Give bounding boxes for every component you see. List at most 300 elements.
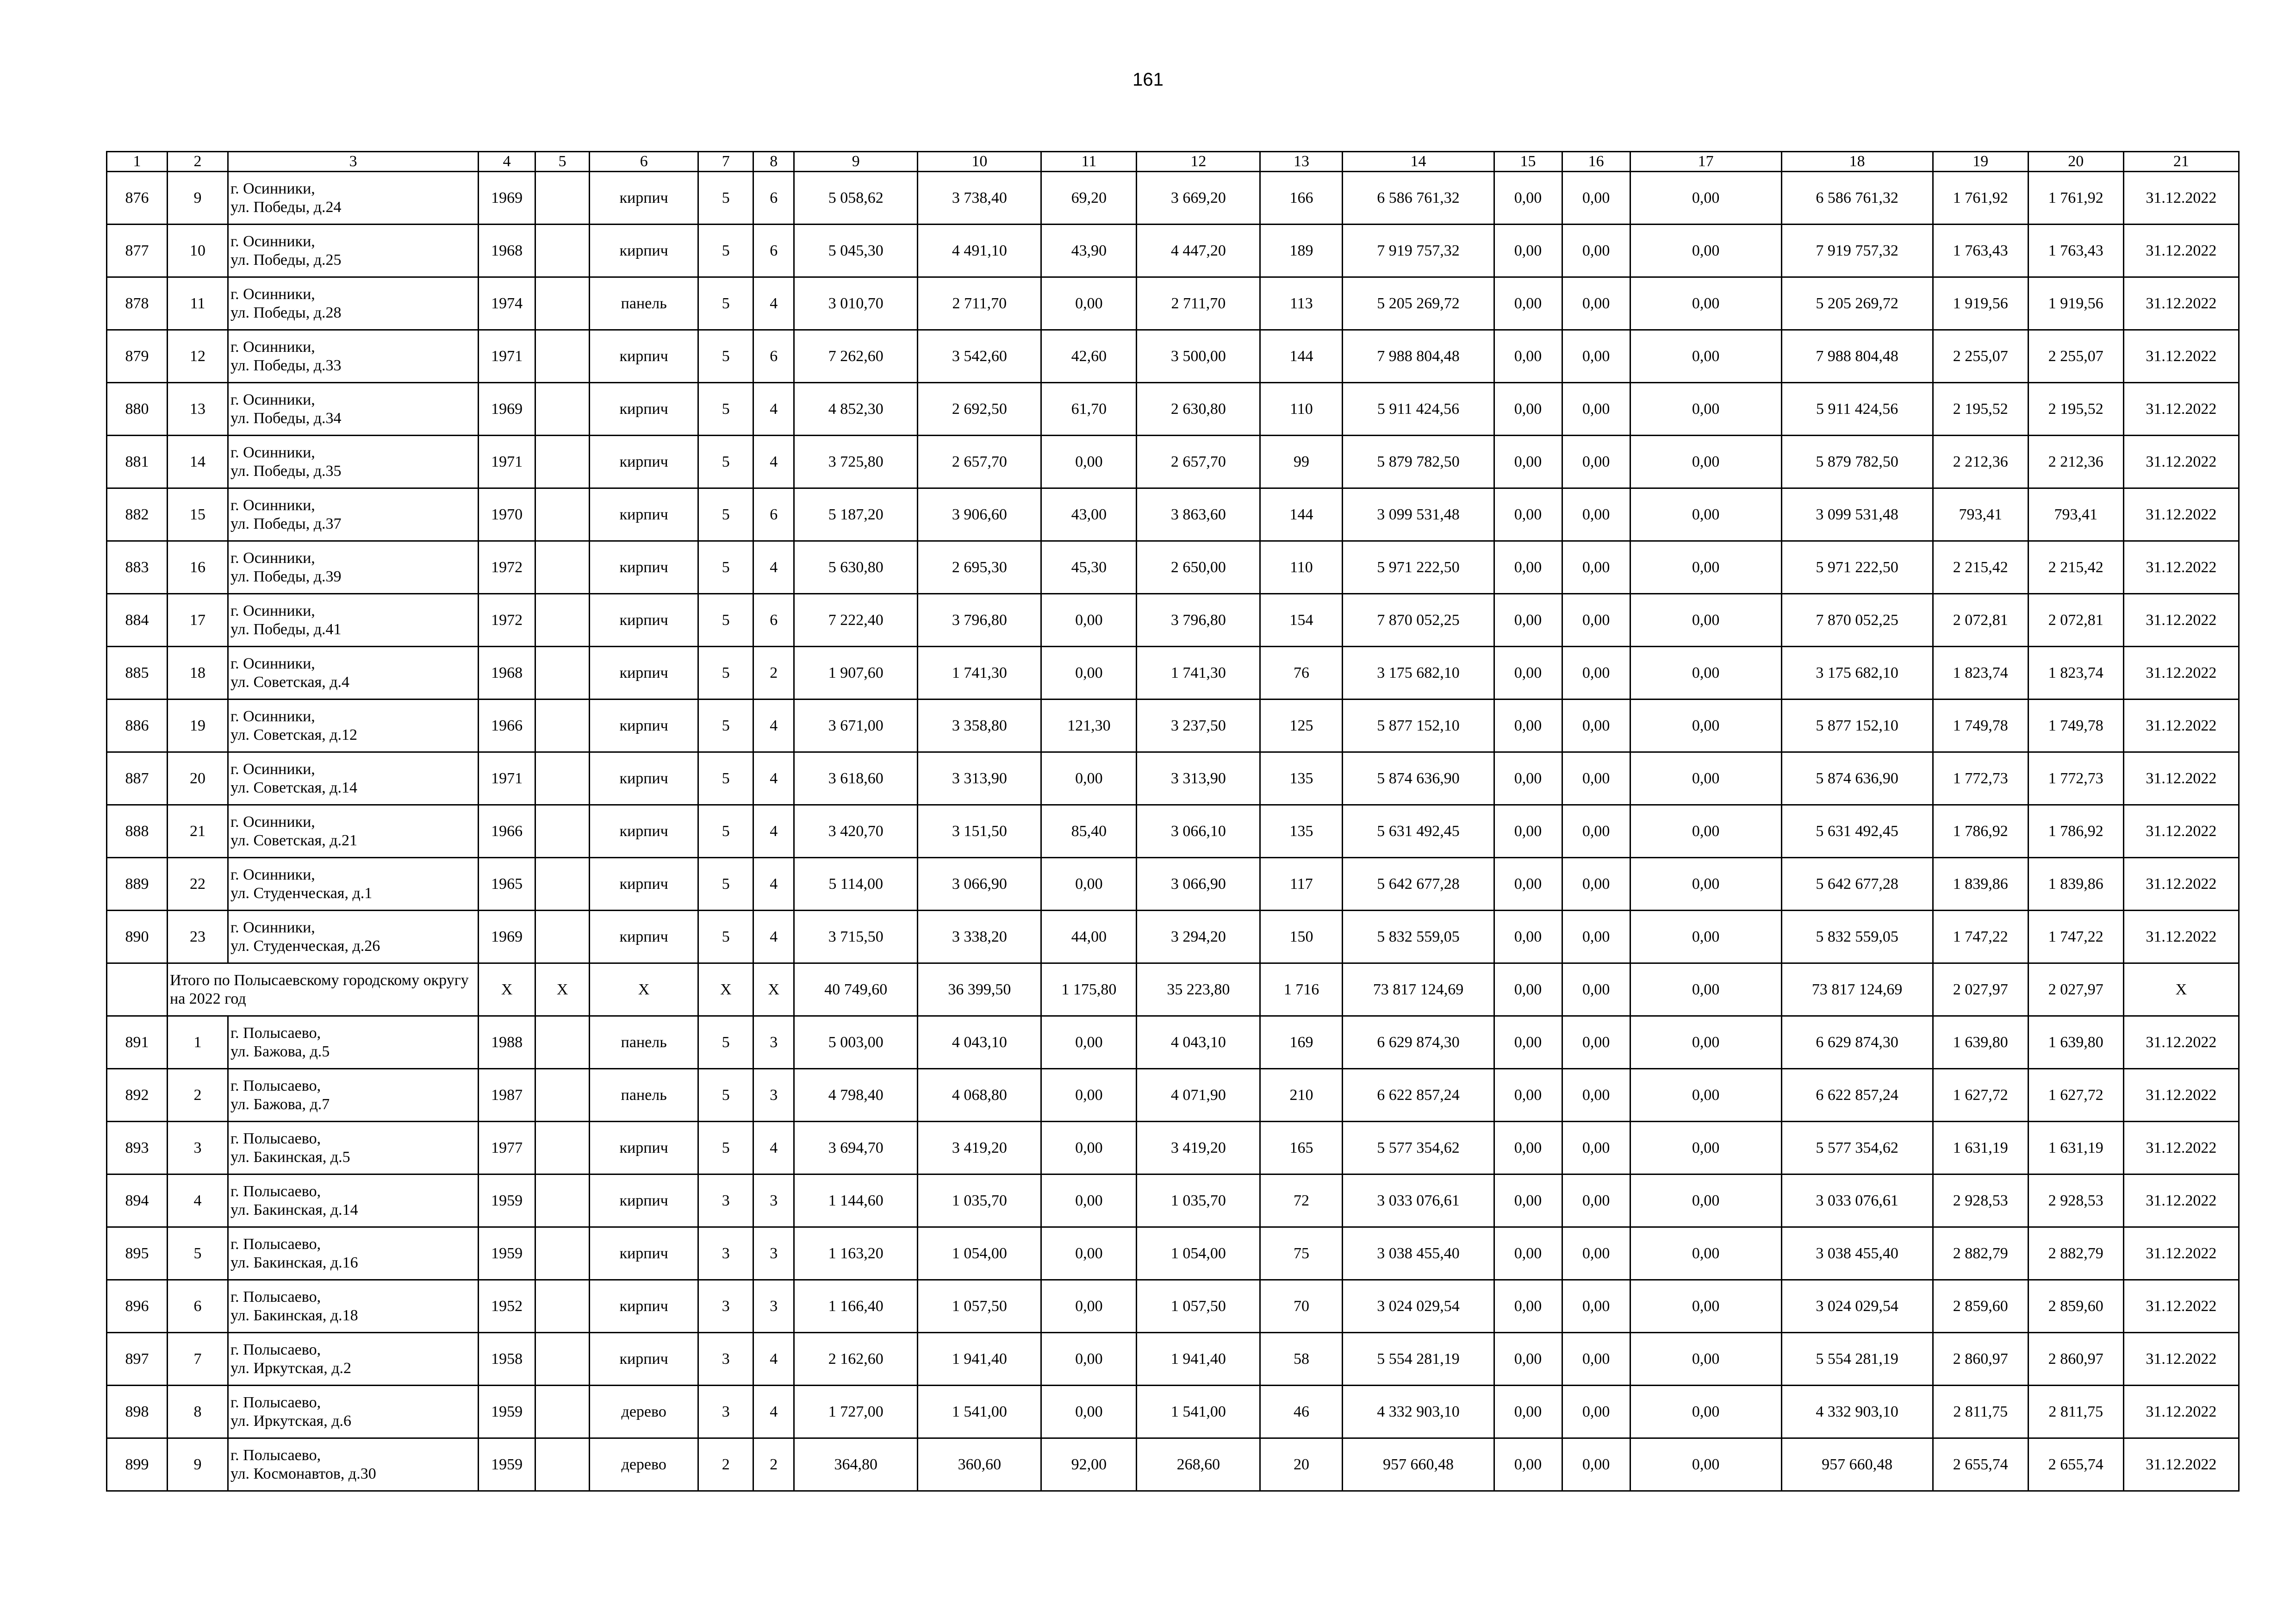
total-cell-col-13: 1 716 (1260, 963, 1343, 1016)
cell-col-21: 31.12.2022 (2123, 594, 2239, 647)
cell-col-11: 44,00 (1041, 911, 1137, 963)
cell-col-6: кирпич (590, 700, 698, 752)
cell-col-14: 957 660,48 (1343, 1438, 1494, 1491)
cell-col-1: 890 (107, 911, 168, 963)
cell-col-20: 1 839,86 (2028, 858, 2123, 911)
cell-col-20: 1 631,19 (2028, 1122, 2123, 1174)
cell-col-12: 1 941,40 (1137, 1333, 1260, 1386)
cell-col-1: 889 (107, 858, 168, 911)
cell-col-9: 5 058,62 (794, 172, 918, 225)
total-cell-col-4: X (479, 963, 535, 1016)
cell-col-5 (535, 1174, 590, 1227)
cell-col-2: 8 (168, 1386, 228, 1438)
column-number-6: 6 (590, 152, 698, 172)
cell-col-12: 1 054,00 (1137, 1227, 1260, 1280)
cell-col-8: 6 (753, 225, 794, 277)
address-cell (228, 172, 479, 225)
address-street: ул. Иркутская, д.2 (230, 1359, 351, 1377)
cell-col-18: 4 332 903,10 (1781, 1386, 1933, 1438)
cell-col-19: 2 811,75 (1933, 1386, 2028, 1438)
cell-col-19: 2 212,36 (1933, 436, 2028, 488)
table-row (107, 277, 2239, 330)
cell-col-4: 1969 (479, 911, 535, 963)
cell-col-11: 0,00 (1041, 1280, 1137, 1333)
cell-col-1: 880 (107, 383, 168, 436)
cell-col-9: 3 725,80 (794, 436, 918, 488)
cell-col-4: 1977 (479, 1122, 535, 1174)
cell-col-13: 72 (1260, 1174, 1343, 1227)
cell-col-7: 5 (698, 383, 753, 436)
cell-col-13: 135 (1260, 805, 1343, 858)
cell-col-15: 0,00 (1494, 700, 1562, 752)
cell-col-20: 2 811,75 (2028, 1386, 2123, 1438)
cell-col-21: 31.12.2022 (2123, 172, 2239, 225)
cell-col-19: 1 839,86 (1933, 858, 2028, 911)
cell-col-12: 268,60 (1137, 1438, 1260, 1491)
cell-col-13: 135 (1260, 752, 1343, 805)
cell-col-20: 1 823,74 (2028, 647, 2123, 700)
table-row (107, 1280, 2239, 1333)
cell-col-8: 4 (753, 752, 794, 805)
cell-col-21: 31.12.2022 (2123, 1069, 2239, 1122)
cell-col-17: 0,00 (1630, 805, 1781, 858)
cell-col-19: 1 639,80 (1933, 1016, 2028, 1069)
cell-col-13: 189 (1260, 225, 1343, 277)
cell-col-17: 0,00 (1630, 488, 1781, 541)
cell-col-9: 3 010,70 (794, 277, 918, 330)
cell-col-6: дерево (590, 1438, 698, 1491)
column-number-21: 21 (2123, 152, 2239, 172)
cell-col-12: 3 313,90 (1137, 752, 1260, 805)
cell-col-15: 0,00 (1494, 1386, 1562, 1438)
cell-col-5 (535, 383, 590, 436)
cell-col-14: 5 832 559,05 (1343, 911, 1494, 963)
cell-col-2: 3 (168, 1122, 228, 1174)
cell-col-1: 881 (107, 436, 168, 488)
cell-col-1: 888 (107, 805, 168, 858)
table-row (107, 1016, 2239, 1069)
cell-col-21: 31.12.2022 (2123, 436, 2239, 488)
cell-col-17: 0,00 (1630, 1174, 1781, 1227)
address-city: г. Осинники, (230, 338, 315, 356)
table-row (107, 1174, 2239, 1227)
cell-col-13: 144 (1260, 488, 1343, 541)
column-number-17: 17 (1630, 152, 1781, 172)
cell-col-6: кирпич (590, 225, 698, 277)
cell-col-11: 0,00 (1041, 1016, 1137, 1069)
cell-col-5 (535, 858, 590, 911)
cell-col-6: кирпич (590, 1333, 698, 1386)
cell-col-7: 5 (698, 277, 753, 330)
cell-col-14: 5 911 424,56 (1343, 383, 1494, 436)
total-cell-col-18: 73 817 124,69 (1781, 963, 1933, 1016)
cell-col-19: 2 928,53 (1933, 1174, 2028, 1227)
cell-col-13: 165 (1260, 1122, 1343, 1174)
address-city: г. Осинники, (230, 918, 315, 936)
cell-col-12: 4 447,20 (1137, 225, 1260, 277)
cell-col-21: 31.12.2022 (2123, 330, 2239, 383)
address-cell (228, 436, 479, 488)
cell-col-2: 16 (168, 541, 228, 594)
cell-col-5 (535, 752, 590, 805)
cell-col-14: 6 629 874,30 (1343, 1016, 1494, 1069)
cell-col-16: 0,00 (1562, 805, 1630, 858)
cell-col-15: 0,00 (1494, 1280, 1562, 1333)
cell-col-9: 1 727,00 (794, 1386, 918, 1438)
cell-col-10: 1 541,00 (918, 1386, 1041, 1438)
total-cell-col-7: X (698, 963, 753, 1016)
cell-col-19: 1 772,73 (1933, 752, 2028, 805)
cell-col-7: 5 (698, 541, 753, 594)
cell-col-20: 1 639,80 (2028, 1016, 2123, 1069)
cell-col-10: 3 542,60 (918, 330, 1041, 383)
address-street: ул. Победы, д.28 (230, 304, 342, 321)
cell-col-15: 0,00 (1494, 330, 1562, 383)
cell-col-18: 6 629 874,30 (1781, 1016, 1933, 1069)
cell-col-5 (535, 1333, 590, 1386)
address-street: ул. Бажова, д.7 (230, 1095, 330, 1113)
cell-col-2: 19 (168, 700, 228, 752)
cell-col-17: 0,00 (1630, 1016, 1781, 1069)
total-row (107, 963, 2239, 1016)
address-street: ул. Победы, д.25 (230, 251, 342, 269)
cell-col-1: 897 (107, 1333, 168, 1386)
cell-col-6: кирпич (590, 488, 698, 541)
cell-col-16: 0,00 (1562, 488, 1630, 541)
cell-col-15: 0,00 (1494, 436, 1562, 488)
total-cell-col-15: 0,00 (1494, 963, 1562, 1016)
cell-col-14: 5 554 281,19 (1343, 1333, 1494, 1386)
cell-col-5 (535, 1069, 590, 1122)
cell-col-20: 1 763,43 (2028, 225, 2123, 277)
cell-col-13: 58 (1260, 1333, 1343, 1386)
cell-col-16: 0,00 (1562, 172, 1630, 225)
total-cell-col-5: X (535, 963, 590, 1016)
cell-col-10: 3 419,20 (918, 1122, 1041, 1174)
cell-col-15: 0,00 (1494, 1069, 1562, 1122)
cell-col-19: 1 761,92 (1933, 172, 2028, 225)
table-row (107, 911, 2239, 963)
cell-col-11: 0,00 (1041, 647, 1137, 700)
cell-col-5 (535, 1016, 590, 1069)
cell-col-11: 0,00 (1041, 594, 1137, 647)
cell-col-14: 3 038 455,40 (1343, 1227, 1494, 1280)
cell-col-5 (535, 700, 590, 752)
cell-col-15: 0,00 (1494, 1016, 1562, 1069)
cell-col-15: 0,00 (1494, 383, 1562, 436)
cell-col-2: 11 (168, 277, 228, 330)
cell-col-20: 2 928,53 (2028, 1174, 2123, 1227)
table-row (107, 1333, 2239, 1386)
cell-col-17: 0,00 (1630, 277, 1781, 330)
cell-col-18: 7 870 052,25 (1781, 594, 1933, 647)
cell-col-13: 150 (1260, 911, 1343, 963)
cell-col-9: 3 671,00 (794, 700, 918, 752)
cell-col-16: 0,00 (1562, 1386, 1630, 1438)
total-cell-col-21: X (2123, 963, 2239, 1016)
column-number-3: 3 (228, 152, 479, 172)
cell-col-14: 5 642 677,28 (1343, 858, 1494, 911)
cell-col-15: 0,00 (1494, 594, 1562, 647)
cell-col-20: 2 859,60 (2028, 1280, 2123, 1333)
cell-col-7: 5 (698, 752, 753, 805)
address-city: г. Полысаево, (230, 1024, 321, 1042)
cell-col-15: 0,00 (1494, 1438, 1562, 1491)
housing-register-table (106, 151, 2240, 1492)
address-city: г. Осинники, (230, 760, 315, 778)
cell-col-10: 3 151,50 (918, 805, 1041, 858)
cell-col-18: 3 024 029,54 (1781, 1280, 1933, 1333)
cell-col-9: 7 262,60 (794, 330, 918, 383)
cell-col-5 (535, 1227, 590, 1280)
cell-col-10: 3 313,90 (918, 752, 1041, 805)
cell-col-19: 2 215,42 (1933, 541, 2028, 594)
cell-col-1: 877 (107, 225, 168, 277)
cell-col-12: 4 043,10 (1137, 1016, 1260, 1069)
cell-col-17: 0,00 (1630, 700, 1781, 752)
cell-col-11: 0,00 (1041, 752, 1137, 805)
cell-col-13: 169 (1260, 1016, 1343, 1069)
cell-col-11: 0,00 (1041, 1174, 1137, 1227)
cell-col-5 (535, 805, 590, 858)
address-cell (228, 383, 479, 436)
total-cell-col-8: X (753, 963, 794, 1016)
cell-col-17: 0,00 (1630, 594, 1781, 647)
cell-col-11: 0,00 (1041, 1122, 1137, 1174)
cell-col-7: 5 (698, 805, 753, 858)
cell-col-2: 2 (168, 1069, 228, 1122)
cell-col-10: 2 692,50 (918, 383, 1041, 436)
cell-col-4: 1969 (479, 172, 535, 225)
cell-col-10: 3 738,40 (918, 172, 1041, 225)
cell-col-17: 0,00 (1630, 436, 1781, 488)
column-number-19: 19 (1933, 152, 2028, 172)
address-street: ул. Победы, д.41 (230, 620, 342, 638)
cell-col-4: 1972 (479, 541, 535, 594)
address-street: ул. Советская, д.4 (230, 673, 350, 691)
cell-col-11: 43,90 (1041, 225, 1137, 277)
cell-col-18: 5 631 492,45 (1781, 805, 1933, 858)
cell-col-11: 0,00 (1041, 858, 1137, 911)
cell-col-9: 5 045,30 (794, 225, 918, 277)
cell-col-7: 5 (698, 1069, 753, 1122)
address-cell (228, 1016, 479, 1069)
cell-col-18: 3 033 076,61 (1781, 1174, 1933, 1227)
cell-col-5 (535, 1438, 590, 1491)
address-city: г. Осинники, (230, 602, 315, 619)
cell-col-14: 5 879 782,50 (1343, 436, 1494, 488)
cell-col-12: 2 711,70 (1137, 277, 1260, 330)
cell-col-5 (535, 488, 590, 541)
cell-col-16: 0,00 (1562, 700, 1630, 752)
column-number-15: 15 (1494, 152, 1562, 172)
cell-col-8: 6 (753, 172, 794, 225)
cell-col-4: 1972 (479, 594, 535, 647)
table-row (107, 541, 2239, 594)
cell-col-6: кирпич (590, 911, 698, 963)
cell-col-16: 0,00 (1562, 1333, 1630, 1386)
cell-col-5 (535, 1280, 590, 1333)
cell-col-18: 5 642 677,28 (1781, 858, 1933, 911)
cell-col-7: 5 (698, 911, 753, 963)
address-cell (228, 488, 479, 541)
cell-col-9: 4 852,30 (794, 383, 918, 436)
address-cell (228, 1122, 479, 1174)
cell-col-14: 3 024 029,54 (1343, 1280, 1494, 1333)
cell-col-6: кирпич (590, 752, 698, 805)
cell-col-20: 1 747,22 (2028, 911, 2123, 963)
cell-col-21: 31.12.2022 (2123, 277, 2239, 330)
cell-col-1: 876 (107, 172, 168, 225)
cell-col-17: 0,00 (1630, 1122, 1781, 1174)
address-cell (228, 330, 479, 383)
cell-col-10: 1 035,70 (918, 1174, 1041, 1227)
cell-col-13: 110 (1260, 541, 1343, 594)
cell-col-15: 0,00 (1494, 1174, 1562, 1227)
address-cell (228, 1386, 479, 1438)
cell-col-9: 1 907,60 (794, 647, 918, 700)
cell-col-10: 1 057,50 (918, 1280, 1041, 1333)
address-street: ул. Космонавтов, д.30 (230, 1465, 376, 1482)
address-street: ул. Бакинская, д.14 (230, 1201, 358, 1218)
table-row (107, 383, 2239, 436)
cell-col-6: панель (590, 1069, 698, 1122)
cell-col-14: 5 971 222,50 (1343, 541, 1494, 594)
cell-col-10: 3 338,20 (918, 911, 1041, 963)
cell-col-4: 1971 (479, 436, 535, 488)
cell-col-16: 0,00 (1562, 225, 1630, 277)
column-number-5: 5 (535, 152, 590, 172)
cell-col-1: 891 (107, 1016, 168, 1069)
cell-col-7: 3 (698, 1386, 753, 1438)
cell-col-18: 5 577 354,62 (1781, 1122, 1933, 1174)
cell-col-6: кирпич (590, 436, 698, 488)
cell-col-6: панель (590, 277, 698, 330)
cell-col-16: 0,00 (1562, 1280, 1630, 1333)
cell-col-8: 6 (753, 488, 794, 541)
cell-col-12: 3 796,80 (1137, 594, 1260, 647)
address-street: ул. Победы, д.24 (230, 198, 342, 216)
cell-col-11: 42,60 (1041, 330, 1137, 383)
cell-col-11: 0,00 (1041, 1333, 1137, 1386)
cell-col-19: 1 823,74 (1933, 647, 2028, 700)
cell-col-8: 3 (753, 1280, 794, 1333)
cell-col-18: 3 175 682,10 (1781, 647, 1933, 700)
total-cell-col-12: 35 223,80 (1137, 963, 1260, 1016)
column-number-20: 20 (2028, 152, 2123, 172)
cell-col-10: 3 796,80 (918, 594, 1041, 647)
cell-col-12: 3 863,60 (1137, 488, 1260, 541)
cell-col-6: кирпич (590, 858, 698, 911)
column-number-12: 12 (1137, 152, 1260, 172)
cell-col-11: 69,20 (1041, 172, 1137, 225)
table-row (107, 805, 2239, 858)
address-cell (228, 1069, 479, 1122)
cell-col-5 (535, 594, 590, 647)
cell-col-15: 0,00 (1494, 1122, 1562, 1174)
address-street: ул. Советская, д.21 (230, 831, 358, 849)
address-cell (228, 225, 479, 277)
cell-col-6: панель (590, 1016, 698, 1069)
total-cell-col-19: 2 027,97 (1933, 963, 2028, 1016)
cell-col-1: 878 (107, 277, 168, 330)
cell-col-4: 1974 (479, 277, 535, 330)
cell-col-16: 0,00 (1562, 594, 1630, 647)
cell-col-14: 3 099 531,48 (1343, 488, 1494, 541)
cell-col-18: 5 971 222,50 (1781, 541, 1933, 594)
address-city: г. Осинники, (230, 443, 315, 461)
cell-col-2: 15 (168, 488, 228, 541)
cell-col-12: 1 541,00 (1137, 1386, 1260, 1438)
address-street: ул. Победы, д.39 (230, 568, 342, 585)
address-street: ул. Победы, д.37 (230, 515, 342, 532)
cell-col-4: 1959 (479, 1386, 535, 1438)
column-number-16: 16 (1562, 152, 1630, 172)
cell-col-10: 4 491,10 (918, 225, 1041, 277)
cell-col-15: 0,00 (1494, 1333, 1562, 1386)
cell-col-12: 2 657,70 (1137, 436, 1260, 488)
cell-col-13: 113 (1260, 277, 1343, 330)
cell-col-18: 6 622 857,24 (1781, 1069, 1933, 1122)
column-number-4: 4 (479, 152, 535, 172)
cell-col-1: 898 (107, 1386, 168, 1438)
cell-col-4: 1966 (479, 700, 535, 752)
cell-col-8: 4 (753, 436, 794, 488)
cell-col-7: 3 (698, 1227, 753, 1280)
address-street: ул. Бажова, д.5 (230, 1043, 330, 1060)
cell-col-12: 3 066,10 (1137, 805, 1260, 858)
address-city: г. Осинники, (230, 813, 315, 831)
cell-col-15: 0,00 (1494, 541, 1562, 594)
cell-col-7: 3 (698, 1280, 753, 1333)
cell-col-7: 2 (698, 1438, 753, 1491)
cell-col-10: 4 068,80 (918, 1069, 1041, 1122)
address-city: г. Полысаево, (230, 1182, 321, 1200)
cell-col-8: 4 (753, 858, 794, 911)
address-cell (228, 1280, 479, 1333)
cell-col-19: 2 255,07 (1933, 330, 2028, 383)
cell-col-17: 0,00 (1630, 1386, 1781, 1438)
table-row (107, 594, 2239, 647)
cell-col-8: 4 (753, 911, 794, 963)
cell-col-11: 43,00 (1041, 488, 1137, 541)
cell-col-8: 2 (753, 647, 794, 700)
cell-col-10: 1 054,00 (918, 1227, 1041, 1280)
cell-col-13: 75 (1260, 1227, 1343, 1280)
cell-col-5 (535, 225, 590, 277)
cell-col-19: 1 627,72 (1933, 1069, 2028, 1122)
cell-col-19: 2 655,74 (1933, 1438, 2028, 1491)
cell-col-4: 1970 (479, 488, 535, 541)
cell-col-8: 3 (753, 1016, 794, 1069)
cell-col-14: 5 577 354,62 (1343, 1122, 1494, 1174)
cell-col-1: 892 (107, 1069, 168, 1122)
table-row (107, 330, 2239, 383)
table-row (107, 1069, 2239, 1122)
cell-col-1: 899 (107, 1438, 168, 1491)
address-cell (228, 1174, 479, 1227)
cell-col-16: 0,00 (1562, 647, 1630, 700)
cell-col-8: 3 (753, 1227, 794, 1280)
cell-col-19: 1 786,92 (1933, 805, 2028, 858)
cell-col-7: 5 (698, 858, 753, 911)
cell-col-15: 0,00 (1494, 752, 1562, 805)
column-number-18: 18 (1781, 152, 1933, 172)
cell-col-6: кирпич (590, 647, 698, 700)
cell-col-20: 2 212,36 (2028, 436, 2123, 488)
column-number-8: 8 (753, 152, 794, 172)
cell-col-13: 166 (1260, 172, 1343, 225)
